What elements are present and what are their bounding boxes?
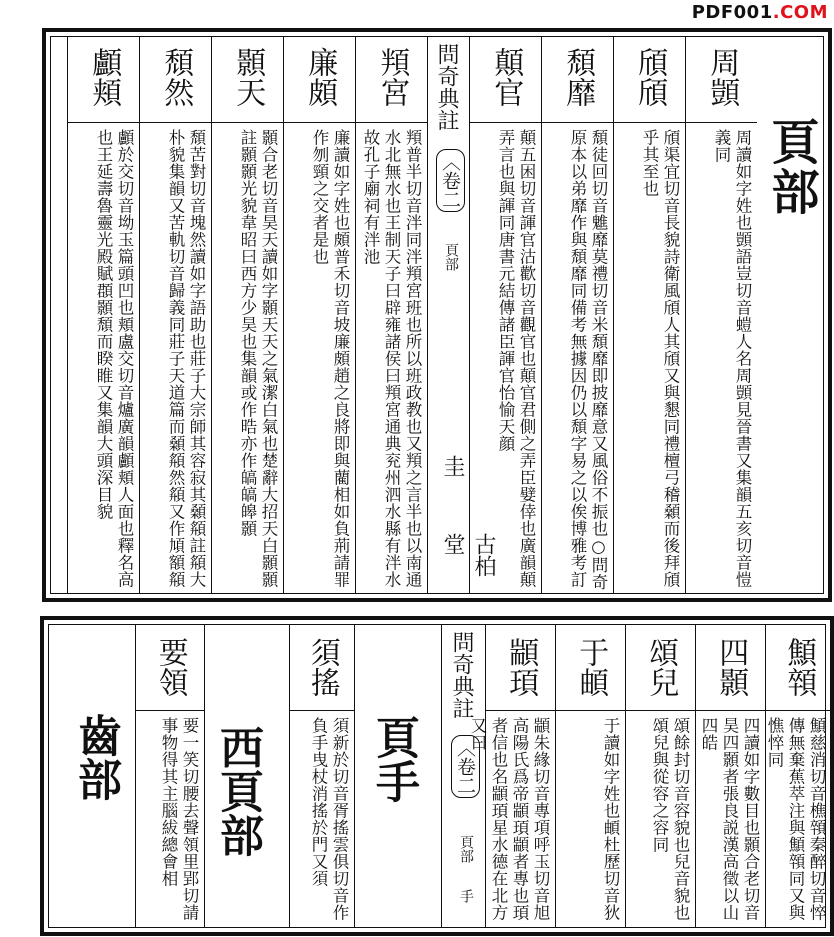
entry-annotation: 于讀如字姓也頔杜歷切音狄 [601, 717, 620, 921]
entry-annotation: 頎渠宜切音長貌詩衛風頎人其頎又與懇同禮檀弓稽顙而後拜頎乎其至也 [640, 129, 680, 588]
section-label: 頁部 [458, 835, 474, 863]
radical-heading-west: 西頁部 [212, 725, 263, 857]
volume-label: 〈卷二 [436, 149, 465, 212]
entry-headword: 要領 [152, 637, 188, 697]
entry-column [67, 37, 139, 593]
center-fold [427, 37, 496, 593]
entry-annotation: 顥合老切音昊天讀如字顥天天之氣潔白氣也楚辭大招天白顥顥註顥顥光貌韋昭曰西方少昊也集韻或作晧亦作皜皜皞顥 [238, 129, 278, 588]
entry-annotation: 顱於交切音坳玉篇頭凹也頬盧交切音爐廣韻顱頬人面也釋名高也王延壽魯靈光殿賦頵顥頹而睽睢又集韻大頭深目貌 [94, 129, 134, 588]
entry-annotation: 頹徒回切音魋靡莫禮切音米頹靡即披靡意又風俗不振也○問奇原本以弟靡作與頹靡同備考無據因仍以頹字易之以俟博雅考訂 [568, 129, 608, 591]
entry-annotation: 須新於切音胥搖雲俱切音作負手曳杖消搖於門又須 [309, 717, 349, 921]
entry-column [135, 625, 205, 927]
radical-heading: 頁部 [763, 117, 819, 217]
entry-annotation: 顛五困切音諢官沽歡切音觀官也顛官君側之弄臣嬖倖也廣韻顛弄言也與諢同唐書元結傳諸臣諢官怡愉天顔 [496, 129, 536, 588]
bottom-page-frame [48, 624, 826, 928]
entry-headword: 顦顇 [781, 637, 817, 697]
entry-column [211, 37, 283, 593]
entry-headword: 頖宮 [374, 47, 410, 107]
entry-annotation: 要一笑切腰去聲領里郢切請事物得其主腦紱總會相 [159, 717, 199, 921]
entry-annotation: 頹苦對切音塊然讀如字語助也莊子大宗師其容寂其顙頯註頯大朴貌集韻又苦軌切音歸義同莊子天道篇而顙頯然頯又作頄額頯 [166, 129, 206, 588]
entry-column [469, 37, 541, 593]
publisher-label: 古柏堂 [440, 533, 496, 577]
entry-column [289, 625, 355, 927]
entry-annotation: 顓朱緣切音專項呼玉切音旭高陽氏爲帝顓頊顓者專也頊者信也名顓頊星水德在北方又曰 [468, 717, 550, 921]
entry-headword: 頹靡 [560, 47, 596, 107]
top-page-frame [50, 36, 824, 594]
entry-annotation: 頖普半切音泮同泮頖宮班也所以班政教也又頖之言半也以南通水北無水也王制天子曰辟雍諸侯曰頖宮通典兖州泗水縣有泮水故孔子廟祠有泮池 [361, 129, 422, 588]
center-fold [441, 625, 485, 927]
entry-column [613, 37, 685, 593]
entry-headword: 顓頊 [503, 637, 539, 697]
entry-column [283, 37, 355, 593]
entry-headword: 頌兒 [643, 637, 679, 697]
radical-heading-teeth: 齒部 [70, 713, 121, 801]
book-title: 問奇典註 [449, 631, 474, 719]
entry-column [468, 625, 555, 927]
radical-heading-hand: 頁手 [368, 715, 419, 803]
entry-headword: 頹然 [158, 47, 194, 107]
entry-annotation: 顦慈消切音樵顇秦醉切音悴傳無棄蕉萃注與顦顇同又與憔悴同 [765, 717, 826, 921]
watermark: PDF001.COM [691, 2, 828, 23]
entry-headword: 四顥 [713, 637, 749, 697]
volume-label: 〈卷二 [451, 735, 480, 798]
entry-headword: 須搖 [304, 637, 340, 697]
entry-headword: 頎頎 [632, 47, 668, 107]
entry-annotation: 廉讀如字姓也頗普禾切音坡廉頗趙之良將即與藺相如負荊請罪作刎頸之交者是也 [310, 129, 350, 588]
folio-number: 手 [458, 889, 474, 903]
entry-headword: 顥天 [230, 47, 266, 107]
entry-headword: 廉頗 [302, 47, 338, 107]
entry-column [765, 625, 831, 927]
book-title: 問奇典註 [434, 43, 459, 131]
entry-column [625, 625, 695, 927]
entry-headword: 周顗 [704, 47, 740, 107]
entry-annotation: 周讀如字姓也顗語豈切音螘人名周顗見晉書又集韻五亥切音愷義同 [712, 129, 752, 588]
entry-headword: 顛官 [488, 47, 524, 107]
folio-number: 圭 [440, 455, 465, 477]
top-page [42, 28, 832, 602]
entry-headword: 于頔 [573, 637, 609, 697]
entry-column [541, 37, 613, 593]
entry-column [695, 625, 765, 927]
entry-column [685, 37, 757, 593]
section-label: 頁部 [443, 243, 459, 271]
entry-column [355, 37, 427, 593]
entry-annotation: 四讀如字數目也顥合老切音昊四顥者張良説漢高徵以山四皓 [699, 717, 760, 921]
entry-column [555, 625, 625, 927]
bottom-page [40, 616, 834, 936]
entry-annotation: 頌餘封切音容貌也兒音貌也頌兒與從容之容同 [650, 717, 690, 921]
entry-column [139, 37, 211, 593]
entry-headword: 顱頬 [86, 47, 122, 107]
